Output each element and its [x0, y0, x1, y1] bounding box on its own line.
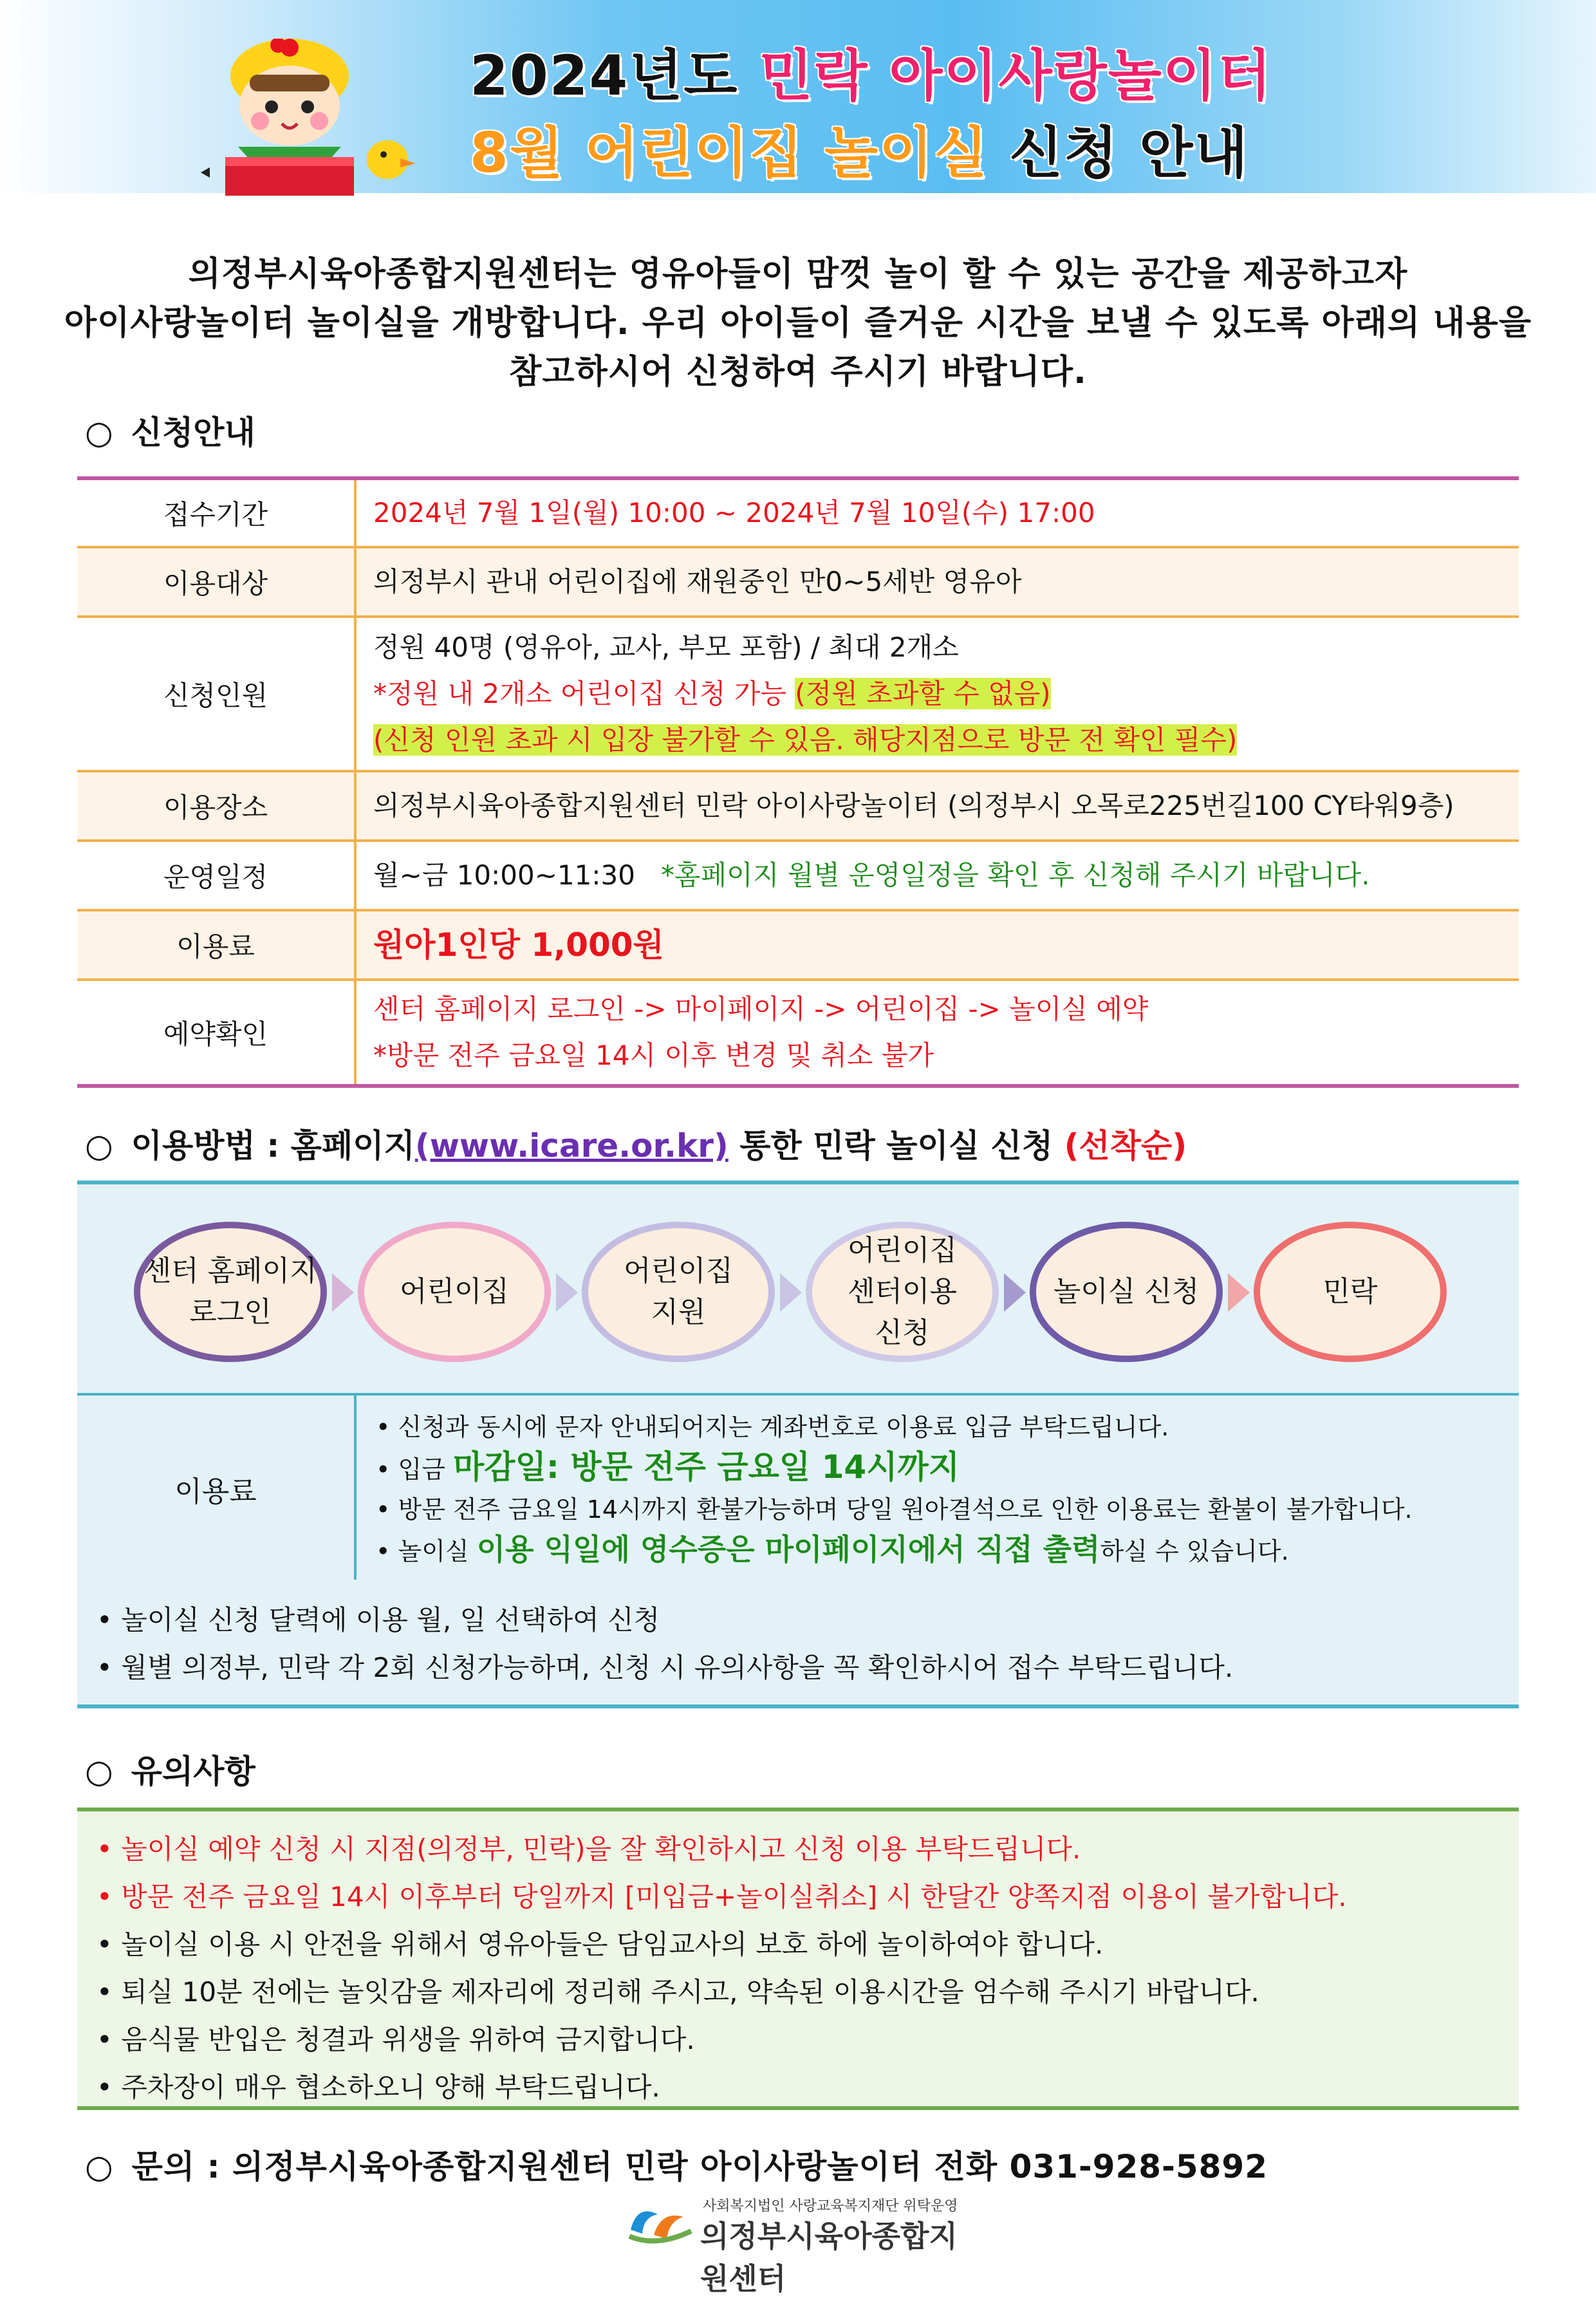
- fee-line-2: [376, 1447, 1499, 1490]
- period-text: 2024년 7월 1일(월) 10:00 ~ 2024년 7월 10일(수) 17:00: [373, 497, 1095, 528]
- reserve-line-2: *방문 전주 금요일 14시 이후 변경 및 취소 불가: [373, 1040, 934, 1071]
- fee-line-4: [376, 1529, 1499, 1571]
- org-logo-icon: [624, 2198, 695, 2244]
- footer-logo: [624, 2195, 985, 2296]
- caution-line-2: • 방문 전주 금요일 14시 이후부터 당일까지 [미입금+놀이실취소] 시 한달간 양쪽지점 이용이 불가합니다.: [97, 1881, 1347, 1912]
- step-label: 어린이집 지원: [623, 1255, 733, 1329]
- target-text: 의정부시 관내 어린이집에 재원중인 만0~5세반 영유아: [373, 566, 1022, 597]
- mascot-icon: [193, 39, 425, 200]
- fee-box-content: [357, 1396, 1519, 1582]
- caution-box: [77, 1808, 1519, 2110]
- table-row: [77, 618, 1519, 772]
- people-line-1: 정원 40명 (영유아, 교사, 부모 포함) / 최대 2개소: [373, 631, 959, 663]
- step-daycare: [358, 1222, 551, 1362]
- people-label: 신청인원: [77, 618, 357, 770]
- section-title: 신청안내: [131, 414, 255, 451]
- table-row: [77, 981, 1519, 1084]
- fee-info-table: [77, 1393, 1519, 1585]
- title-highlight-1: 민락 아이사랑놀이터: [759, 44, 1273, 108]
- fee-line-4a: • 놀이실: [376, 1537, 477, 1565]
- section-marker: ○: [85, 1127, 113, 1164]
- intro-line-3: 참고하시어 신청하여 주시기 바랍니다.: [509, 353, 1087, 391]
- people-line-3: [373, 717, 1502, 763]
- caution-line-1: • 놀이실 예약 신청 시 지점(의정부, 민락)을 잘 확인하시고 신청 이용 부탁드립니다.: [97, 1833, 1081, 1865]
- step-label: 민락: [1322, 1275, 1378, 1308]
- step-minrak: [1254, 1222, 1447, 1362]
- schedule-value: [357, 842, 1519, 909]
- fee-label: 이용료: [77, 911, 357, 978]
- step-label: 센터 홈페이지 로그인: [144, 1255, 317, 1329]
- table-row: [77, 772, 1519, 842]
- people-note: *정원 내 2개소 어린이집 신청 가능: [373, 678, 795, 709]
- step-label: 어린이집 센터이용 신청: [847, 1234, 957, 1349]
- title-rest: 신청 안내: [1009, 121, 1249, 185]
- period-label: 접수기간: [77, 480, 357, 546]
- fee-line-1: • 신청과 동시에 문자 안내되어지는 계좌번호로 이용료 입금 부탁드립니다.: [376, 1413, 1169, 1441]
- fee-receipt: 이용 익일에 영수증은 마이페이지에서 직접 출력: [476, 1532, 1100, 1567]
- schedule-time: 월~금 10:00~11:30: [373, 859, 635, 891]
- note-line-2: • 월별 의정부, 민락 각 2회 신청가능하며, 신청 시 유의사항을 꼭 확인하시어 접수 부탁드립니다.: [97, 1652, 1234, 1683]
- caution-line-3: • 놀이실 이용 시 안전을 위해서 영유아들은 담임교사의 보호 하에 놀이하여야 합니다.: [97, 1929, 1104, 1960]
- people-line-2: [373, 671, 1502, 717]
- arrow-icon: [780, 1273, 802, 1312]
- info-table: [77, 476, 1519, 1088]
- arrow-icon: [1228, 1273, 1250, 1312]
- page-title-line2: [470, 108, 1249, 188]
- title-year: 2024년도: [470, 44, 739, 108]
- header-banner: [0, 0, 1596, 193]
- org-subtitle: 사회복지법인 사랑교육복지재단 위탁운영: [703, 2198, 958, 2214]
- target-value: [357, 548, 1519, 615]
- step-label: 놀이실 신청: [1053, 1275, 1200, 1308]
- reserve-value: [357, 981, 1519, 1084]
- usage-title-b: 통한 민락 놀이실 신청: [728, 1127, 1064, 1164]
- contact-text: 문의 : 의정부시육아종합지원센터 민락 아이사랑놀이터 전화 031-928-5892: [131, 2148, 1268, 2185]
- title-highlight-2: 8월 어린이집 놀이실: [470, 121, 989, 185]
- caution-line-5: • 음식물 반입은 청결과 위생을 위하여 금지합니다.: [97, 2024, 695, 2055]
- intro-line-2: 아이사랑놀이터 놀이실을 개방합니다. 우리 아이들이 즐거운 시간을 보낼 수 있도록 아래의 내용을: [64, 304, 1532, 342]
- usage-notes: [77, 1580, 1519, 1708]
- arrow-icon: [556, 1273, 578, 1312]
- steps-flow: [77, 1181, 1519, 1397]
- usage-title-c: (선착순): [1064, 1127, 1187, 1164]
- fee-value: [357, 911, 1519, 978]
- section-heading-usage: [85, 1120, 1187, 1166]
- people-warning: (신청 인원 초과 시 입장 불가할 수 있음. 해당지점으로 방문 전 확인 필수): [373, 724, 1238, 756]
- table-row: [77, 548, 1519, 618]
- step-support: [582, 1222, 775, 1362]
- org-name: 의정부시육아종합지원센터: [700, 2219, 958, 2296]
- section-title: 유의사항: [131, 1753, 255, 1790]
- fee-box-label: 이용료: [77, 1396, 357, 1582]
- table-row: [77, 480, 1519, 548]
- table-row: [77, 842, 1519, 911]
- fee-deadline: 마감일: 방문 전주 금요일 14시까지: [453, 1448, 960, 1486]
- place-value: [357, 772, 1519, 839]
- note-line-1: • 놀이실 신청 달력에 이용 월, 일 선택하여 신청: [97, 1604, 660, 1636]
- place-text: 의정부시육아종합지원센터 민락 아이사랑놀이터 (의정부시 오목로225번길100 CY타워9층): [373, 790, 1454, 821]
- fee-line-4c: 하실 수 있습니다.: [1100, 1537, 1289, 1565]
- reserve-line-1: 센터 홈페이지 로그인 -> 마이페이지 -> 어린이집 -> 놀이실 예약: [373, 993, 1149, 1025]
- step-playroom: [1030, 1222, 1223, 1362]
- caution-line-4: • 퇴실 10분 전에는 놀잇감을 제자리에 정리해 주시고, 약속된 이용시간을 엄수해 주시기 바랍니다.: [97, 1976, 1259, 2008]
- section-marker: ○: [85, 414, 113, 451]
- arrow-icon: [1004, 1273, 1026, 1312]
- step-login: [134, 1222, 327, 1362]
- caution-line-6: • 주차장이 매우 협소하오니 양해 부탁드립니다.: [97, 2071, 660, 2103]
- people-value: [357, 618, 1519, 770]
- people-note-highlight: (정원 초과할 수 없음): [795, 678, 1051, 709]
- fee-text: 원아1인당 1,000원: [373, 926, 664, 964]
- homepage-link[interactable]: (www.icare.or.kr): [414, 1127, 728, 1164]
- contact-info: [85, 2141, 1268, 2187]
- arrow-icon: [332, 1273, 354, 1312]
- usage-title-a: 이용방법 : 홈페이지: [131, 1127, 415, 1164]
- place-label: 이용장소: [77, 772, 357, 839]
- fee-line-2a: • 입금: [376, 1455, 453, 1484]
- section-heading-caution: [85, 1746, 255, 1792]
- fee-line-3: • 방문 전주 금요일 14시까지 환불가능하며 당일 원아결석으로 인한 이용료는 환불이 불가합니다.: [376, 1495, 1413, 1524]
- intro-paragraph: [0, 250, 1596, 397]
- contact-marker: ○: [85, 2148, 114, 2185]
- step-center-use: [806, 1222, 999, 1362]
- target-label: 이용대상: [77, 548, 357, 615]
- table-row: [77, 911, 1519, 981]
- intro-line-1: 의정부시육아종합지원센터는 영유아들이 맘껏 놀이 할 수 있는 공간을 제공하고자: [188, 255, 1408, 294]
- page-title-line1: [470, 31, 1272, 111]
- section-heading-apply: [85, 407, 255, 453]
- section-marker: ○: [85, 1753, 113, 1790]
- period-value: [357, 480, 1519, 546]
- schedule-label: 운영일정: [77, 842, 357, 909]
- schedule-note: *홈페이지 월별 운영일정을 확인 후 신청해 주시기 바랍니다.: [661, 859, 1370, 891]
- step-label: 어린이집: [399, 1275, 509, 1308]
- reserve-label: 예약확인: [77, 981, 357, 1084]
